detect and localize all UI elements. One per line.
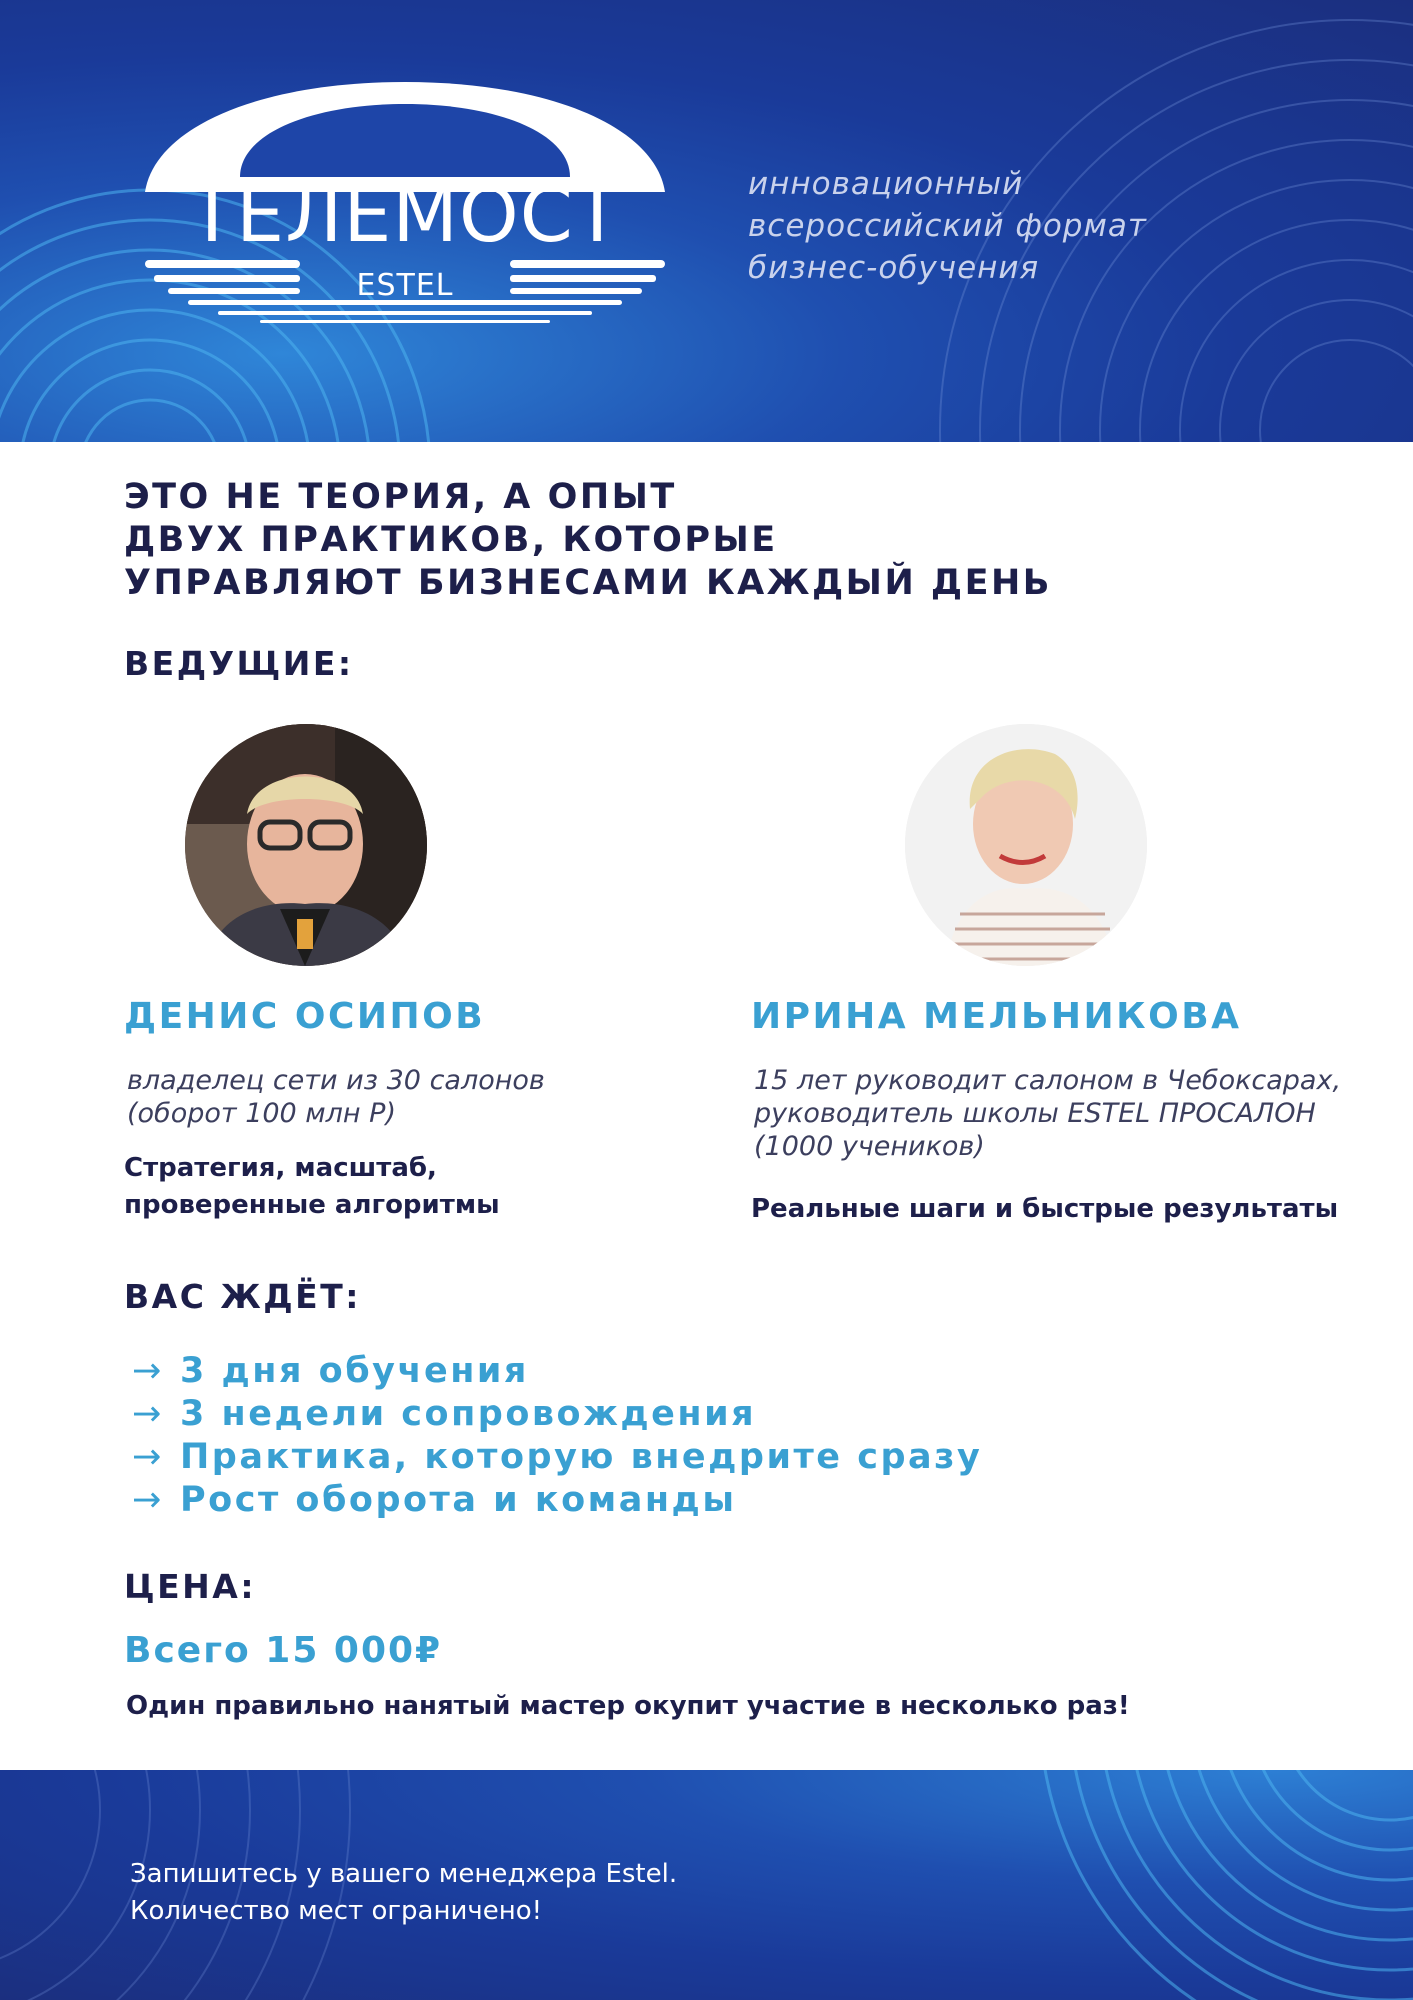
tagline	[748, 163, 1147, 289]
tagline-line: бизнес-обучения	[748, 250, 1040, 286]
portrait-man-icon	[185, 724, 427, 966]
arrow-right-icon: →	[132, 1394, 164, 1434]
host-description-line: (1000 учеников)	[754, 1131, 985, 1162]
logo-title: ТЕЛЕМОСТ	[188, 170, 622, 259]
tagline-line: инновационный	[748, 166, 1024, 202]
logo-subtitle: ESTEL	[356, 268, 454, 303]
host-description	[127, 1064, 545, 1130]
arrow-right-icon: →	[132, 1480, 164, 1520]
price-value: Всего 15 000₽	[124, 1630, 443, 1671]
benefit-text: 3 дня обучения	[180, 1351, 529, 1391]
benefit-text: Рост оборота и команды	[180, 1480, 737, 1520]
host-name: ДЕНИС ОСИПОВ	[124, 996, 486, 1037]
host-focus-line: Стратегия, масштаб,	[124, 1153, 437, 1183]
footer-cta	[130, 1856, 677, 1930]
tagline-line: всероссийский формат	[748, 208, 1147, 244]
list-item	[132, 1436, 982, 1479]
arrow-right-icon: →	[132, 1351, 164, 1391]
price-heading: ЦЕНА:	[124, 1567, 257, 1606]
host-focus-line: Реальные шаги и быстрые результаты	[751, 1194, 1339, 1224]
host-description-line: владелец сети из 30 салонов	[127, 1065, 545, 1096]
host-description-line: руководитель школы ESTEL ПРОСАЛОН	[754, 1098, 1316, 1129]
footer-banner	[0, 1770, 1413, 2000]
host-description	[754, 1064, 1341, 1163]
price-note: Один правильно нанятый мастер окупит участие в несколько раз!	[126, 1691, 1130, 1721]
host-description-line: (оборот 100 млн Р)	[127, 1098, 396, 1129]
list-item	[132, 1393, 982, 1436]
benefits-list	[132, 1350, 982, 1522]
list-item	[132, 1350, 982, 1393]
avatar-irina-melnikova	[905, 724, 1147, 966]
avatar-denis-osipov	[185, 724, 427, 966]
telemost-logo	[140, 82, 670, 332]
headline-line: ЭТО НЕ ТЕОРИЯ, А ОПЫТ	[124, 477, 677, 517]
headline-line: УПРАВЛЯЮТ БИЗНЕСАМИ КАЖДЫЙ ДЕНЬ	[124, 563, 1052, 603]
portrait-woman-icon	[905, 724, 1147, 966]
hosts-heading: ВЕДУЩИЕ:	[124, 644, 354, 683]
host-description-line: 15 лет руководит салоном в Чебоксарах,	[754, 1065, 1342, 1096]
footer-line: Количество мест ограничено!	[130, 1896, 543, 1926]
benefit-text: 3 недели сопровождения	[180, 1394, 757, 1434]
host-name: ИРИНА МЕЛЬНИКОВА	[751, 996, 1242, 1037]
footer-line: Запишитесь у вашего менеджера Estel.	[130, 1859, 678, 1889]
benefit-text: Практика, которую внедрите сразу	[180, 1437, 983, 1477]
benefits-heading: ВАС ЖДЁТ:	[124, 1277, 361, 1316]
list-item	[132, 1479, 982, 1522]
header-banner	[0, 0, 1413, 442]
headline-line: ДВУХ ПРАКТИКОВ, КОТОРЫЕ	[124, 520, 778, 560]
host-focus-line: проверенные алгоритмы	[124, 1190, 500, 1220]
arrow-right-icon: →	[132, 1437, 164, 1477]
host-focus	[751, 1191, 1338, 1228]
headline	[124, 476, 1052, 605]
host-focus	[124, 1150, 500, 1224]
